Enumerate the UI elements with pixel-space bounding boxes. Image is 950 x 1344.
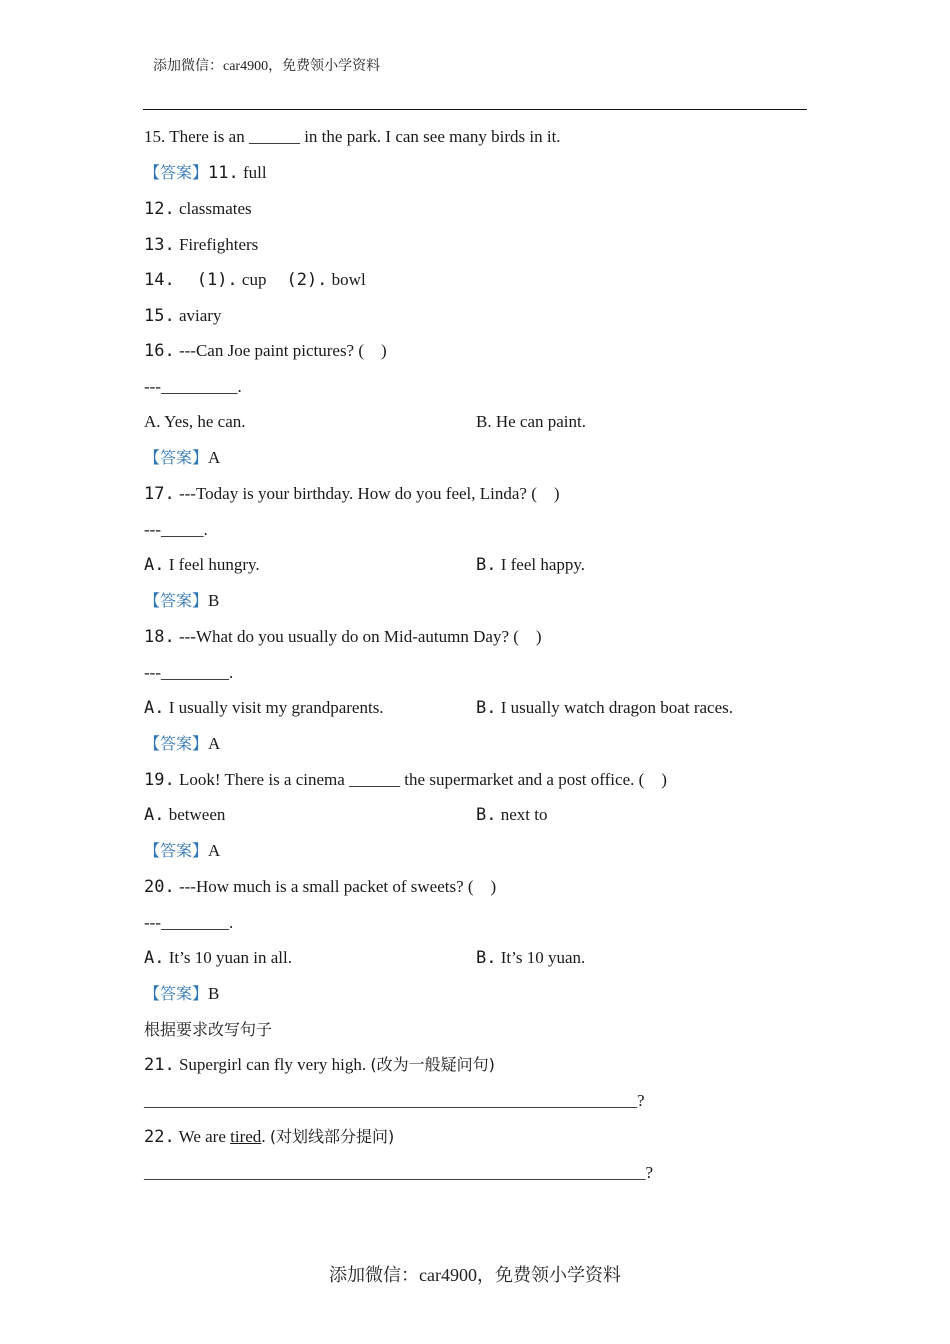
answer-value: B: [208, 984, 220, 1003]
answer-13: [144, 231, 258, 259]
header-watermark-note: 添加微信：car4900，免费领小学资料: [153, 59, 381, 74]
question-20-answer: [144, 980, 219, 1008]
answer-value: classmates: [174, 199, 252, 218]
question-21: [144, 1051, 495, 1079]
question-number: 22.: [144, 1127, 175, 1147]
question-text-end: .: [261, 1127, 270, 1146]
answer-number: 14.: [144, 270, 175, 290]
question-number: 18.: [144, 627, 175, 647]
answer-number: 15.: [144, 306, 175, 326]
question-20-option-b: [476, 944, 585, 972]
option-text: I usually visit my grandparents.: [164, 698, 384, 717]
option-text: I feel hungry.: [164, 555, 260, 574]
answer-tag: 【答案】: [144, 841, 209, 860]
question-text: Look! There is a cinema ______ the supermarket and a post office. ( ): [174, 770, 667, 789]
answer-value: cup: [237, 270, 267, 289]
answer-tag: 【答案】: [144, 984, 209, 1003]
question-20-blank: ---________.: [144, 913, 234, 932]
answer-value: A: [208, 734, 221, 753]
question-18-answer: [144, 730, 220, 758]
header-divider: [143, 109, 807, 110]
option-letter: B.: [476, 948, 497, 968]
answer-part-number: (1).: [196, 270, 238, 290]
option-letter: A.: [144, 805, 165, 825]
question-19: [144, 766, 667, 794]
section-title: 根据要求改写句子: [144, 1020, 273, 1039]
question-17: [144, 480, 560, 508]
answer-tag: 【答案】: [144, 591, 209, 610]
answer-value: A: [208, 841, 221, 860]
question-18-option-b: [476, 694, 733, 722]
question-instruction: (对划线部分提问): [269, 1127, 395, 1146]
question-17-blank: ---_____.: [144, 520, 208, 539]
question-19-answer: [144, 837, 220, 865]
question-21-answer-line: __________________________________________________________?: [144, 1091, 645, 1110]
answer-value: B: [208, 591, 220, 610]
question-17-answer: [144, 587, 219, 615]
answer-number: 11.: [208, 163, 239, 183]
question-20-option-a: [144, 944, 292, 972]
option-letter: B.: [476, 555, 497, 575]
answer-11: [144, 159, 267, 187]
option-letter: A.: [144, 555, 165, 575]
answer-15: [144, 302, 221, 330]
answer-tag: 【答案】: [144, 448, 209, 467]
question-text: ---Today is your birthday. How do you feel, Linda? ( ): [174, 484, 560, 503]
option-text: It’s 10 yuan in all.: [164, 948, 292, 967]
answer-value: bowl: [327, 270, 366, 289]
answer-tag: 【答案】: [144, 734, 209, 753]
question-number: 17.: [144, 484, 175, 504]
answer-value: full: [238, 163, 267, 182]
question-text: ---What do you usually do on Mid-autumn Day? ( ): [174, 627, 542, 646]
answer-value: A: [208, 448, 221, 467]
question-19-option-b: [476, 801, 547, 829]
question-18-blank: ---________.: [144, 663, 234, 682]
answer-number: 12.: [144, 199, 175, 219]
question-number: 19.: [144, 770, 175, 790]
answer-14: [144, 266, 366, 294]
question-16-answer: [144, 444, 220, 472]
question-18-option-a: [144, 694, 384, 722]
question-15: 15. There is an ______ in the park. I can see many birds in it.: [144, 127, 561, 146]
question-18: [144, 623, 542, 651]
answer-number: 13.: [144, 235, 175, 255]
question-20: [144, 873, 496, 901]
answer-part-number: (2).: [286, 270, 328, 290]
option-text: I usually watch dragon boat races.: [496, 698, 733, 717]
question-text: We are: [174, 1127, 231, 1146]
question-number: 20.: [144, 877, 175, 897]
question-17-option-a: [144, 551, 260, 579]
footer-watermark-note: 添加微信：car4900，免费领小学资料: [329, 1265, 621, 1285]
underlined-word: tired: [230, 1127, 262, 1146]
answer-value: aviary: [174, 306, 222, 325]
question-number: 21.: [144, 1055, 175, 1075]
question-16-option-a: A. Yes, he can.: [144, 412, 246, 431]
option-letter: B.: [476, 805, 497, 825]
question-text: Supergirl can fly very high.: [174, 1055, 371, 1074]
option-text: It’s 10 yuan.: [496, 948, 586, 967]
answer-12: [144, 195, 252, 223]
option-text: next to: [496, 805, 548, 824]
question-19-option-a: [144, 801, 225, 829]
option-letter: B.: [476, 698, 497, 718]
option-letter: A.: [144, 698, 165, 718]
answer-tag: 【答案】: [144, 163, 209, 182]
answer-value: Firefighters: [174, 235, 259, 254]
option-letter: A.: [144, 948, 165, 968]
question-16-option-b: B. He can paint.: [476, 412, 586, 431]
question-17-option-b: [476, 551, 585, 579]
question-22-answer-line: ___________________________________________________________?: [144, 1163, 654, 1182]
question-22: [144, 1123, 394, 1151]
option-text: between: [164, 805, 226, 824]
question-16-blank: ---_________.: [144, 377, 242, 396]
question-text: ---Can Joe paint pictures? ( ): [174, 341, 387, 360]
question-16: [144, 337, 387, 365]
question-instruction: (改为一般疑问句): [370, 1055, 495, 1074]
question-number: 16.: [144, 341, 175, 361]
option-text: I feel happy.: [496, 555, 586, 574]
question-text: ---How much is a small packet of sweets? ( ): [174, 877, 497, 896]
